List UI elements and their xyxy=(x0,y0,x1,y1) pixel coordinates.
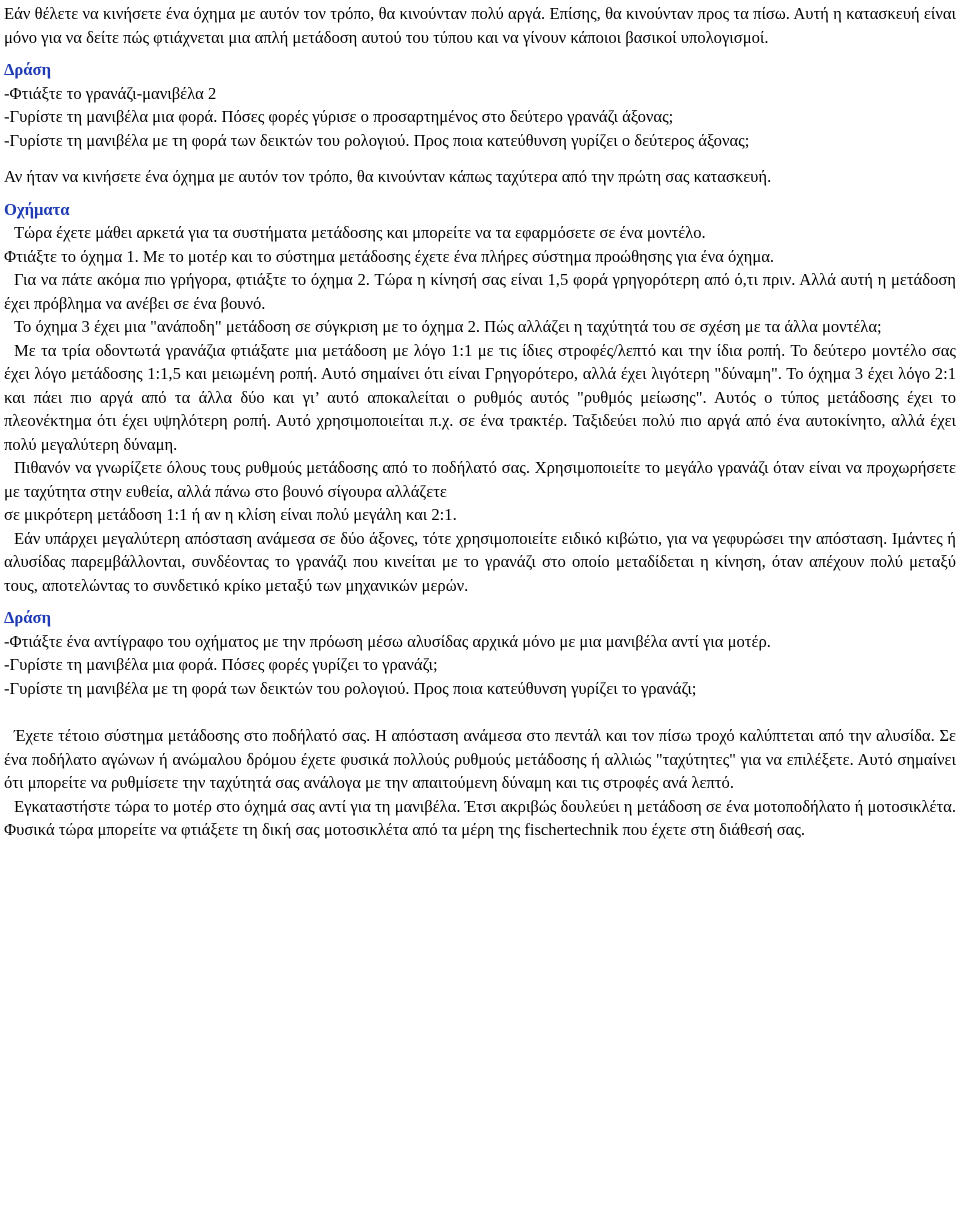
bicycle-gears-continued: σε μικρότερη μετάδοση 1:1 ή αν η κλίση είναι πολύ μεγάλη και 2:1. xyxy=(4,505,457,524)
vehicle-2-paragraph: Για να πάτε ακόμα πιο γρήγορα, φτιάξτε το όχημα 2. Τώρα η κίνησή σας είναι 1,5 φορά γρηγορότερη από ό,τι πριν. Αλλά αυτή η μετάδοση έχει πρόβλημα να ανέβει σε ένα βουνό. xyxy=(4,270,956,313)
bicycle-gears-paragraph: Πιθανόν να γνωρίζετε όλους τους ρυθμούς μετάδοσης από το ποδήλατό σας. Χρησιμοποιείτε το μεγάλο γρανάζι όταν είναι να προχωρήσετε με ταχύτητα στην ευθεία, αλλά πάνω στο βουνό σίγουρα αλλάζετε xyxy=(4,458,956,501)
section-heading-action: Δράση xyxy=(4,60,51,79)
vehicle-speed-note: Αν ήταν να κινήσετε ένα όχημα με αυτόν τον τρόπο, θα κινούνταν κάπως ταχύτερα από την πρώτη σας κατασκευή. xyxy=(4,167,772,186)
install-motor-paragraph: Εγκαταστήστε τώρα το μοτέρ στο όχημά σας αντί για τη μανιβέλα. Έτσι ακριβώς δουλεύει η μετάδοση σε ένα μοτοποδήλατο ή μοτοσικλέτα. Φυσικά τώρα μπορείτε να φτιάξετε τη δική σας μοτοσικλέτα από τα μέρη της fischertechnik που έχετε στη διάθεσή σας. xyxy=(4,796,956,839)
action-step-build-gear-crank: -Φτιάξτε το γρανάζι-μανιβέλα 2 xyxy=(4,83,217,103)
intro-paragraph: Εάν θέλετε να κινήσετε ένα όχημα με αυτόν τον τρόπο, θα κινούνταν πολύ αργά. Επίσης, θα κινούνταν προς τα πίσω. Αυτή η κατασκευή είναι μόνο για να δείτε πώς φτιάχνεται μια απλή μετάδοση αυτού του τύπου και να γίνουν κάποιοι βασικοί υπολογισμοί. xyxy=(4,4,956,47)
bicycle-chain-paragraph: Έχετε τέτοιο σύστημα μετάδοσης στο ποδήλατό σας. Η απόσταση ανάμεσα στο πεντάλ και τον πίσω τροχό καλύπτεται από την αλυσίδα. Σε ένα ποδήλατο αγώνων ή ανώμαλου δρόμου έχετε φυσικά πολλούς ρυθμούς μετάδοσης ή αλλιώς "ταχύτητες" για να επιλέξετε. Αυτό σημαίνει ότι μπορείτε να ρυθμίσετε την ταχύτητά σας ανάλογα με την απαιτούμενη δύναμη και τις στροφές ανά λεπτό. xyxy=(4,726,956,792)
section-heading-vehicles: Οχήματα xyxy=(4,199,70,219)
vehicle-1-paragraph: Φτιάξτε το όχημα 1. Με το μοτέρ και το σύστημα μετάδοσης έχετε ένα πλήρες σύστημα προώθησης για ένα όχημα. xyxy=(4,246,775,266)
vehicles-intro-paragraph: Τώρα έχετε μάθει αρκετά για τα συστήματα μετάδοσης και μπορείτε να τα εφαρμόσετε σε ένα μοντέλο. xyxy=(14,223,706,242)
vehicle-3-paragraph: Το όχημα 3 έχει μια "ανάποδη" μετάδοση σε σύγκριση με το όχημα 2. Πώς αλλάζει η ταχύτητά του σε σχέση με τα άλλα μοντέλα; xyxy=(14,317,882,336)
gear-ratio-paragraph: Με τα τρία οδοντωτά γρανάζια φτιάξατε μια μετάδοση με λόγο 1:1 με τις ίδιες στροφές/λεπτό και την ίδια ροπή. Το δεύτερο μοντέλο σας έχει λόγο μετάδοσης 1:1,5 και μειωμένη ροπή. Αυτό σημαίνει ότι είναι Γρηγορότερο, αλλά έχει λιγότερη "δύναμη". Το όχημα 3 έχει λόγο 2:1 και πάει πιο αργά από τα άλλα δύο και γι’ αυτό αποκαλείται ο ρυθμός αυτός "ρυθμός μείωσης". Αυτός ο τύπος μετάδοσης έχει το πλεονέκτημα ότι έχει υψηλότερη ροπή. Αυτό χρησιμοποιείται π.χ. σε ένα τρακτέρ. Ταξιδεύει πολύ πιο αργά από ένα αυτοκίνητο, αλλά έχει πολύ μεγαλύτερη δύναμη. xyxy=(4,340,956,454)
section-heading-action-2: Δράση xyxy=(4,608,51,627)
action-step-turn-crank-once-2: -Γυρίστε τη μανιβέλα μια φορά. Πόσες φορές γυρίζει το γρανάζι; xyxy=(4,655,438,674)
action-step-turn-clockwise: -Γυρίστε τη μανιβέλα με τη φορά των δεικτών του ρολογιού. Προς ποια κατεύθυνση γυρίζει ο δεύτερος άξονας; xyxy=(4,130,750,150)
action-step-build-chain-vehicle: -Φτιάξτε ένα αντίγραφο του οχήματος με την πρόωση μέσω αλυσίδας αρχικά μόνο με μια μανιβέλα αντί για μοτέρ. xyxy=(4,631,771,651)
action-step-turn-crank-once: -Γυρίστε τη μανιβέλα μια φορά. Πόσες φορές γύρισε ο προσαρτημένος στο δεύτερο γρανάζι άξονας; xyxy=(4,107,674,126)
action-step-turn-clockwise-2: -Γυρίστε τη μανιβέλα με τη φορά των δεικτών του ρολογιού. Προς ποια κατεύθυνση γυρίζει το γρανάζι; xyxy=(4,678,697,698)
belt-chain-paragraph: Εάν υπάρχει μεγαλύτερη απόσταση ανάμεσα σε δύο άξονες, τότε χρησιμοποιείτε ειδικό κιβώτιο, για να γεφυρώσει την απόσταση. Ιμάντες ή αλυσίδας παρεμβάλλονται, συνδέοντας το γρανάζι που κινείται με το γρανάζι στο οποίο μεταδίδεται η κίνηση, όταν απέχουν πολύ μεταξύ τους, αποτελώντας το συνδετικό κρίκο μεταξύ των μηχανικών μερών. xyxy=(4,528,956,595)
